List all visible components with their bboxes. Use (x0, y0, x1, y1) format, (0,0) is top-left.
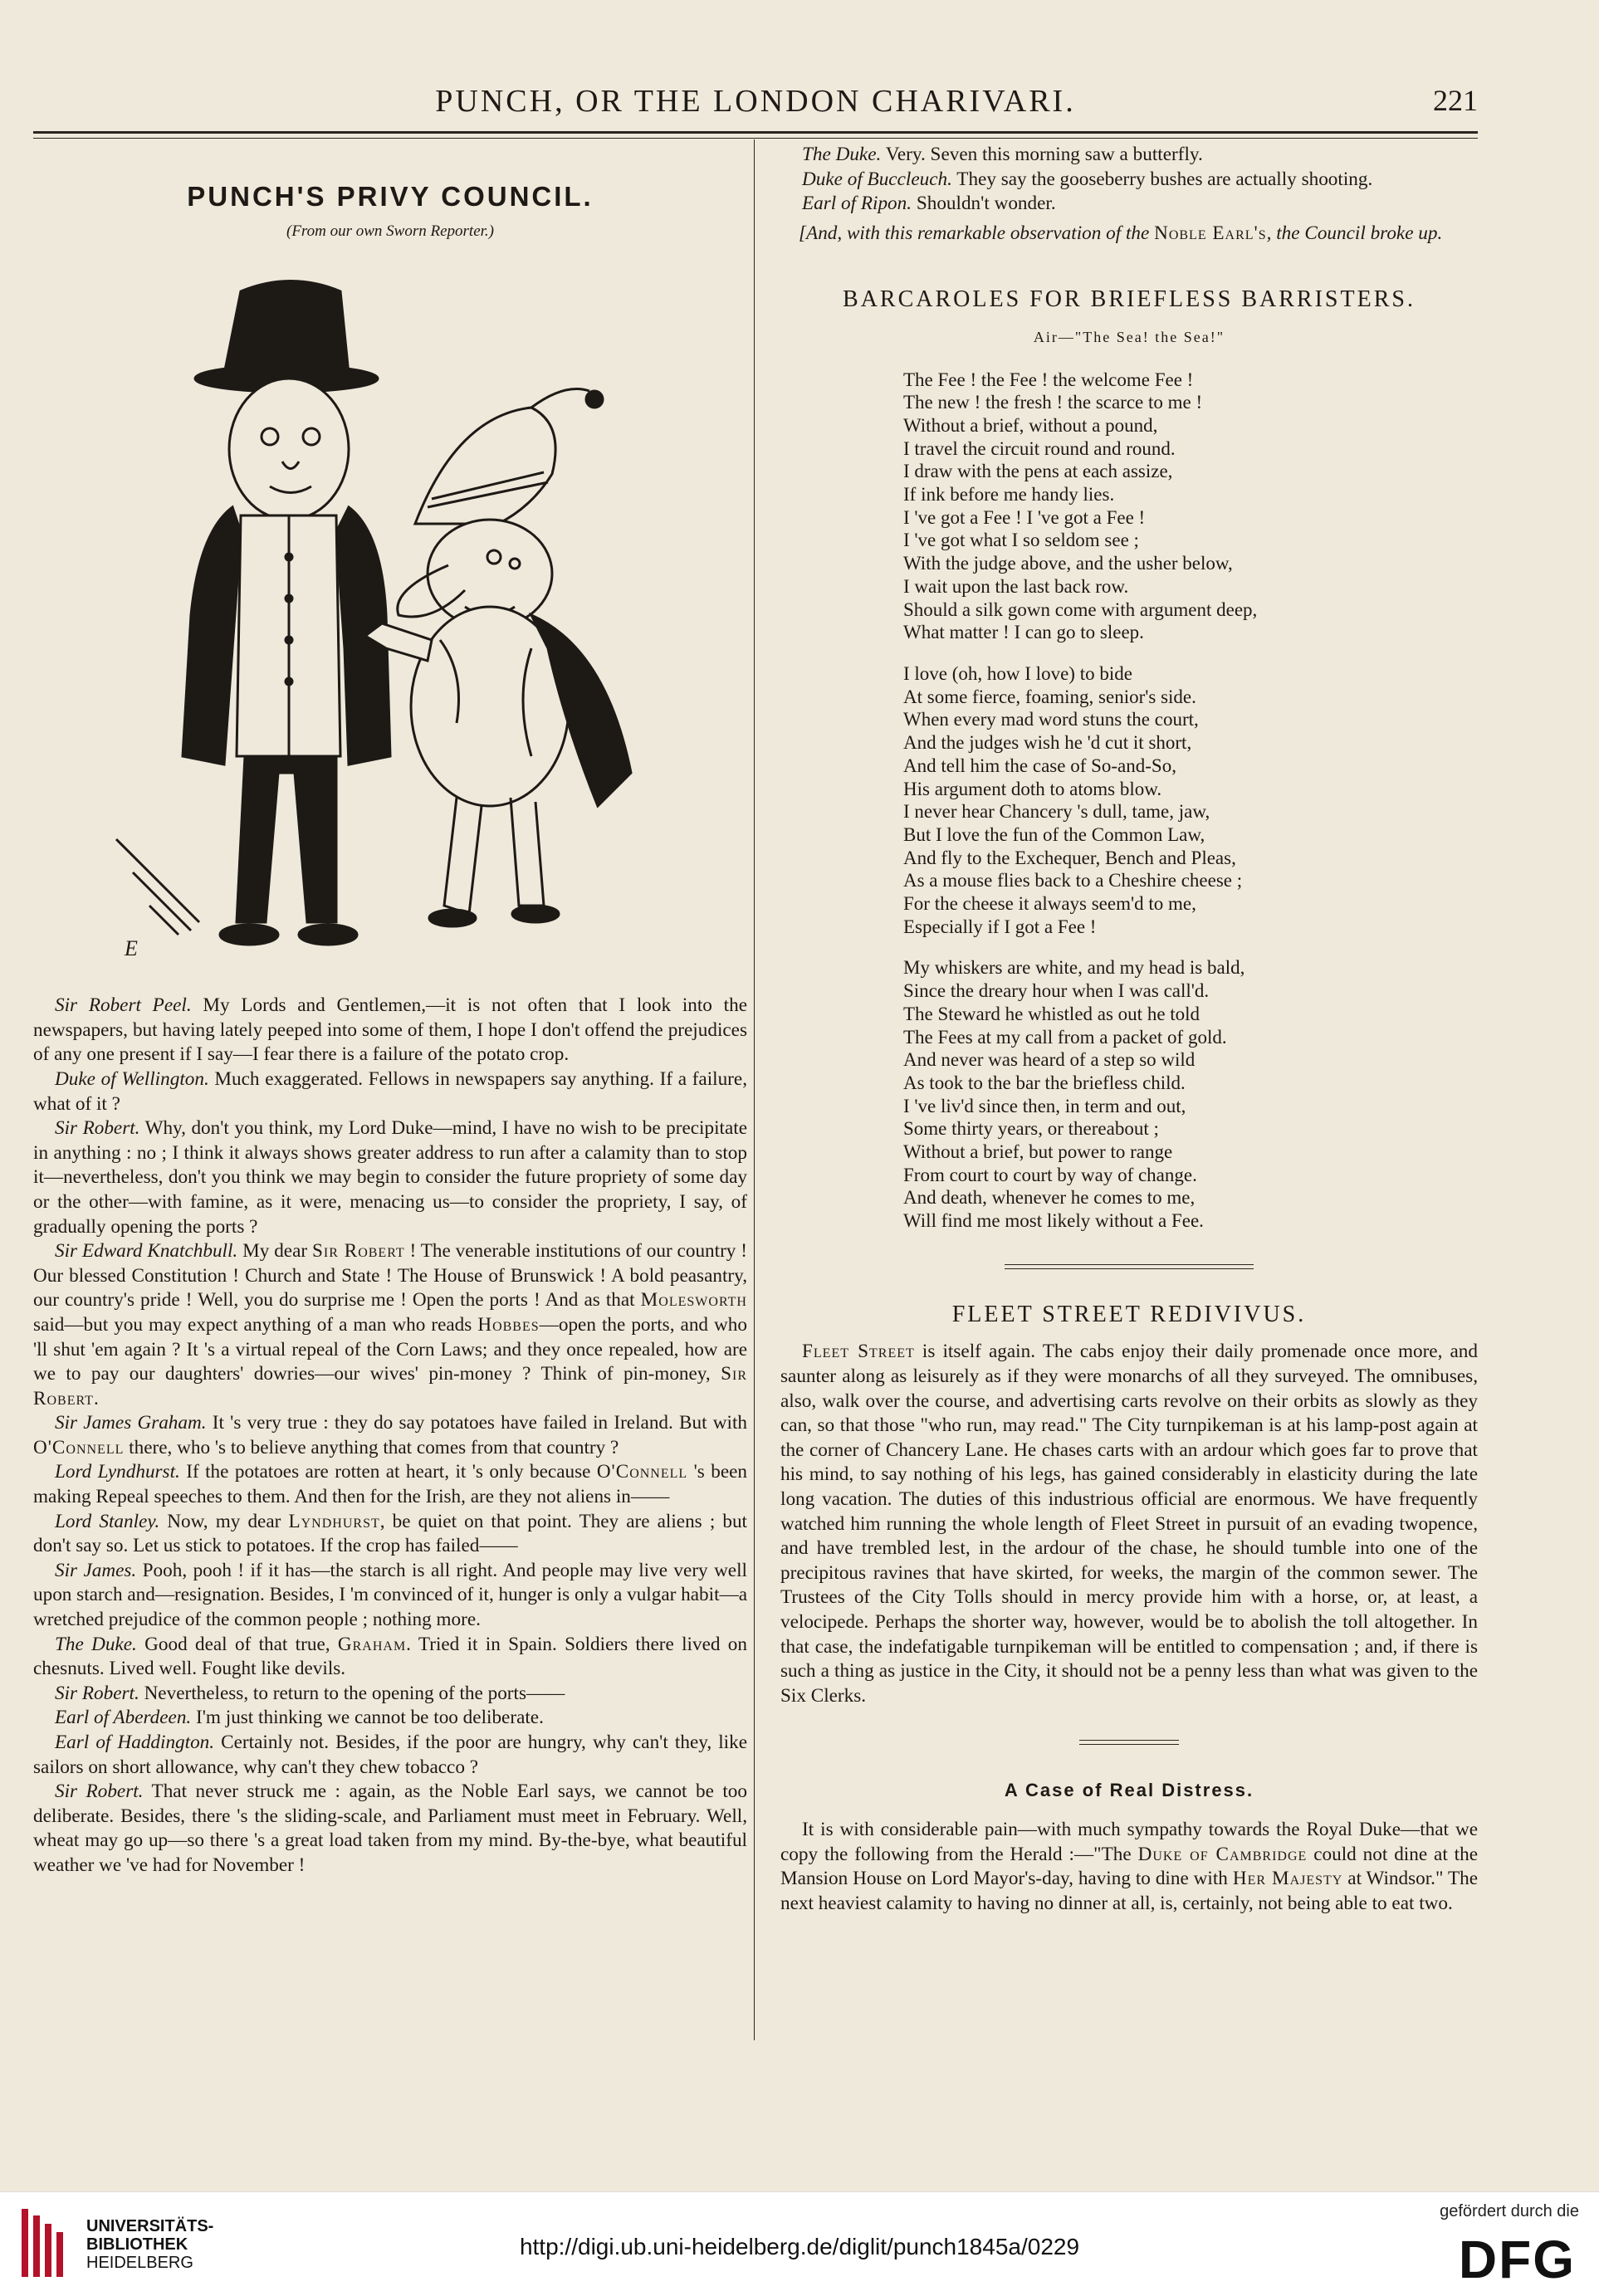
poem-line: I 've got a Fee ! I 've got a Fee ! (903, 506, 1146, 528)
speech-text: If the potatoes are rotten at heart, it 's only because (179, 1461, 597, 1483)
speaker-name: Lord Stanley. (55, 1510, 160, 1532)
section-divider (1079, 1740, 1179, 1745)
page-number: 221 (1433, 84, 1478, 117)
small-caps-name: Duke of Cambridge (1137, 1843, 1308, 1865)
small-caps-lead: Fleet Street (802, 1341, 915, 1363)
poem-line: Some thirty years, or thereabout ; (903, 1118, 1159, 1140)
poem-stanza (903, 369, 1478, 644)
poem-line: Especially if I got a Fee ! (903, 916, 1097, 937)
stage-direction (780, 222, 1478, 247)
paragraph (33, 1116, 747, 1239)
poem-stanza (903, 662, 1478, 938)
poem-line: Should a silk gown come with argument deep, (903, 598, 1258, 620)
speech-text: —open the ports, and who 'll shut 'em again ? It 's a virtual repeal of the Corn Laws; and they once repealed, how are we to pay our daughters' dowries—our wives' pin-money ? Think of pin-money, (33, 1313, 747, 1385)
funded-by-label: gefördert durch die (1440, 2202, 1579, 2220)
speech-text: Very. Seven this morning saw a butterfly. (881, 144, 1203, 165)
poem-line: Since the dreary hour when I was call'd. (903, 980, 1210, 1002)
article-title-distress: A Case of Real Distress. (1004, 1780, 1254, 1801)
paragraph (780, 143, 1478, 168)
column-rule (754, 139, 755, 2040)
paragraph (33, 1731, 747, 1780)
library-name-line: BIBLIOTHEK (86, 2235, 188, 2254)
small-caps-name: Molesworth (640, 1289, 747, 1312)
section-divider (1005, 1264, 1254, 1269)
speaker-name: Duke of Wellington. (55, 1067, 209, 1090)
speech-text: That never struck me : again, as the Noble Earl says, we cannot be too deliberate. Besides, there 's the sliding-scale, and Parliament must meet in February. Well, wheat may go up—so there 's a great load taken from my mind. By-the-bye, what beautiful weather we 've had for November ! (33, 1781, 747, 1876)
article-text: at Windsor." The next heaviest calamity to having no dinner at all, is, certainly, not being able to eat two. (780, 1868, 1478, 1914)
speaker-name: Earl of Ripon. (802, 193, 912, 215)
small-caps-name: Sir Robert (311, 1240, 405, 1263)
poem-line: His argument doth to atoms blow. (903, 778, 1162, 799)
speaker-name: The Duke. (55, 1633, 137, 1655)
speech-text: Why, don't you think, my Lord Duke—mind, I have no wish to be precipitate in anything : no ; I think it always shows greater address to run after a calamity than to stop it—nevertheless, don't you think we may begin to consider the future propriety of some day or the other—with famine, as it were, menacing us—to consider the propriety, I say, of gradually opening the ports ? (33, 1117, 748, 1238)
poem-line: As a mouse flies back to a Cheshire cheese ; (903, 870, 1243, 892)
poem-line: Without a brief, without a pound, (903, 414, 1158, 436)
speech-text: Good deal of that true, (136, 1633, 338, 1655)
poem-line: I 've got what I so seldom see ; (903, 530, 1139, 551)
poem-line: When every mad word stuns the court, (903, 709, 1199, 730)
speaker-name: Sir Edward Knatchbull. (55, 1240, 238, 1263)
speaker-name: The Duke. (802, 144, 882, 165)
poem-line: If ink before me handy lies. (903, 484, 1115, 506)
small-caps-name: Graham (337, 1633, 407, 1655)
poem (903, 369, 1478, 1233)
poem-line: Will find me most likely without a Fee. (903, 1210, 1204, 1232)
poem-line: What matter ! I can go to sleep. (903, 622, 1144, 643)
poem-line: The Steward he whistled as out he told (903, 1003, 1200, 1024)
speech-text: It 's very true : they do say potatoes have failed in Ireland. But with (206, 1412, 747, 1434)
speech-text: . (93, 1387, 99, 1409)
poem-line: I travel the circuit round and round. (903, 437, 1176, 459)
speech-text: Certainly not. Besides, if the poor are hungry, why can't they, like sailors on short allowance, why can't they chew tobacco ? (33, 1732, 747, 1778)
small-caps-name: O'Connell (596, 1461, 688, 1483)
stage-text: , the Council broke up. (1266, 222, 1443, 244)
poem-line: And tell him the case of So-and-So, (903, 755, 1176, 776)
running-head (33, 83, 1478, 129)
speech-text: ! The venerable institutions of our country ! Our blessed Constitution ! Church and State ! The House of Brunswick ! A bold peasantry, our country's pride ! Well, you do surprise me ! Open the ports ! And as that (33, 1240, 747, 1312)
cartoon-illustration (100, 258, 681, 972)
poem-line: I 've liv'd since then, in term and out, (903, 1095, 1186, 1116)
speaker-name: Sir James Graham. (55, 1412, 207, 1434)
header-rule (33, 131, 1478, 134)
poem-line: At some fierce, foaming, senior's side. (903, 686, 1196, 707)
paragraph (780, 1340, 1478, 1708)
speech-text: They say the gooseberry bushes are actually shooting. (951, 168, 1373, 190)
left-column (33, 166, 747, 1878)
paragraph (33, 1706, 747, 1731)
article-title-barcaroles: BARCAROLES FOR BRIEFLESS BARRISTERS. (843, 286, 1416, 313)
dfg-logo: DFG (1458, 2230, 1576, 2289)
speech-text: there, who 's to believe anything that comes from that country ? (124, 1436, 619, 1458)
poem-line: As took to the bar the briefless child. (903, 1072, 1186, 1093)
paragraph (33, 1682, 747, 1707)
poem-line: With the judge above, and the usher below, (903, 553, 1233, 574)
speaker-name: Sir Robert. (55, 1682, 139, 1704)
article-title-privy-council: PUNCH'S PRIVY COUNCIL. (187, 181, 594, 212)
poem-line: I love (oh, how I love) to bide (903, 663, 1132, 684)
speech-text: Now, my dear (159, 1510, 289, 1532)
poem-line: The new ! the fresh ! the scarce to me ! (903, 392, 1203, 413)
paragraph (33, 1067, 747, 1116)
stage-text: [And, with this remarkable observation of the (799, 222, 1155, 244)
speech-text: Much exaggerated. Fellows in newspapers say anything. If a failure, what of it ? (33, 1067, 747, 1115)
speech-text: My dear (237, 1240, 312, 1263)
poem-line: I never hear Chancery 's dull, tame, jaw, (903, 801, 1210, 823)
speaker-name: Sir James. (55, 1559, 137, 1581)
speech-text: . Tried it in Spain. Soldiers there lived on chesnuts. Lived well. Fought like devils. (33, 1633, 747, 1680)
artist-signature: E (125, 936, 138, 961)
library-name-line: HEIDELBERG (86, 2254, 193, 2272)
speaker-name: Earl of Haddington. (55, 1732, 215, 1753)
poem-line: The Fee ! the Fee ! the welcome Fee ! (903, 369, 1194, 390)
speech-text: Nevertheless, to return to the opening of the ports—— (139, 1682, 565, 1704)
paragraph (780, 192, 1478, 217)
paragraph (33, 994, 747, 1067)
small-caps-name: Sir Robert (33, 1363, 747, 1409)
poem-line: I draw with the pens at each assize, (903, 461, 1173, 482)
speech-text: said—but you may expect anything of a man who reads (33, 1313, 478, 1336)
paragraph (33, 1559, 747, 1633)
poem-line: Without a brief, but power to range (903, 1141, 1173, 1163)
speaker-name: Duke of Buccleuch. (802, 168, 952, 190)
paragraph (33, 1239, 747, 1411)
speech-text: , be quiet on that point. They are aliens ; but don't say so. Let us stick to potatoes. If the crop has failed—— (33, 1510, 747, 1557)
speaker-name: Lord Lyndhurst. (55, 1461, 180, 1483)
small-caps-name: Her Majesty (1232, 1868, 1343, 1890)
poem-line: From court to court by way of change. (903, 1164, 1197, 1185)
paragraph (33, 1780, 747, 1878)
publication-title: PUNCH, OR THE LONDON CHARIVARI. (435, 84, 1076, 119)
paragraph (780, 1818, 1478, 1916)
poem-air: Air—"The Sea! the Sea!" (1033, 328, 1225, 345)
paragraph (780, 168, 1478, 193)
poem-line: But I love the fun of the Common Law, (903, 823, 1205, 845)
poem-line: And never was heard of a step so wild (903, 1049, 1196, 1071)
speech-text: I'm just thinking we cannot be too deliberate. (191, 1707, 544, 1729)
poem-line: For the cheese it always seem'd to me, (903, 893, 1196, 915)
speech-text: Shouldn't wonder. (912, 193, 1056, 215)
speaker-name: Sir Robert. (55, 1117, 140, 1140)
poem-line: And death, whenever he comes to me, (903, 1187, 1196, 1209)
article-text: could not dine at the Mansion House on Lord Mayor's-day, having to dine with (780, 1843, 1478, 1890)
poem-stanza (903, 956, 1478, 1232)
poem-line: And fly to the Exchequer, Bench and Pleas, (903, 847, 1236, 868)
paragraph (33, 1411, 747, 1460)
permalink-url[interactable]: http://digi.ub.uni-heidelberg.de/diglit/punch1845a/0229 (519, 2234, 1080, 2259)
speech-text: Pooh, pooh ! if it has—the starch is all right. And people may live very well upon starch and—resignation. Besides, I 'm convinced of it, hunger is only a vulgar habit—a wretched prejudice of the common people ; nothing more. (33, 1559, 747, 1631)
header-rule-thin (33, 138, 1478, 139)
article-title-fleet-street: FLEET STREET REDIVIVUS. (951, 1301, 1307, 1327)
small-caps-name: Lyndhurst (288, 1510, 380, 1532)
poem-line: The Fees at my call from a packet of gold. (903, 1026, 1227, 1048)
speaker-name: Earl of Aberdeen. (55, 1707, 192, 1729)
poem-line: My whiskers are white, and my head is bald, (903, 957, 1245, 979)
digitization-footer (0, 2191, 1599, 2296)
article-text: is itself again. The cabs enjoy their daily promenade once more, and saunter along as leisurely as if they were monarchs of all they surveyed. The omnibuses, also, walk over the course, and advertising carts revolve on their orbits as slowly as they can, so that those "who run, may read." The City turnpikeman is at his lamp-post again at the corner of Chancery Lane. He chases carts with an ardour which goes far to prove that his mind, to say nothing of his legs, has gained considerably in elasticity during the late long vacation. The duties of this industrious official are enormous. We have frequently watched him running the whole length of Fleet Street in pursuit of an evading twopence, and have trembled lest, in the ardour of the chase, he should tumble into one of the precipitous ravines that have skirted, for weeks, the margin of the common sewer. The Trustees of the City Tolls should in mercy provide him with a horse, or, at least, a velocipede. Perhaps the shorter way, however, would be to abolish the toll altogether. In that case, the indefatigable turnpikeman will be entitled to compensation ; and, if there is such a thing as justice in the City, it should not be a penny less than what was given to the Six Clerks. (780, 1341, 1478, 1707)
poem-line: I wait upon the last back row. (903, 575, 1129, 597)
speech-text: 's been making Repeal speeches to them. And then for the Irish, are they not aliens in—— (33, 1461, 747, 1508)
speaker-name: Sir Robert. (55, 1781, 144, 1803)
small-caps-name: O'Connell (33, 1436, 125, 1458)
article-subtitle: (From our own Sworn Reporter.) (286, 222, 494, 240)
poem-line: And the judges wish he 'd cut it short, (903, 732, 1192, 754)
right-column (780, 143, 1478, 1916)
small-caps-name: Hobbes (477, 1313, 540, 1336)
paragraph (33, 1510, 747, 1559)
paragraph (33, 1633, 747, 1682)
library-name-line: UNIVERSITÄTS- (86, 2217, 214, 2235)
speaker-name: Sir Robert Peel. (55, 994, 192, 1017)
speech-text: My Lords and Gentlemen,—it is not often that I look into the newspapers, but having lately peeped into some of them, I hope I don't offend the prejudices of any one present if I say—I fear there is a failure of the potato crop. (33, 994, 747, 1066)
article-text: It is with considerable pain—with much sympathy towards the Royal Duke—that we copy the following from the Herald :—"The (780, 1818, 1478, 1865)
small-caps-name: Noble Earl's (1154, 222, 1267, 244)
paragraph (33, 1460, 747, 1509)
